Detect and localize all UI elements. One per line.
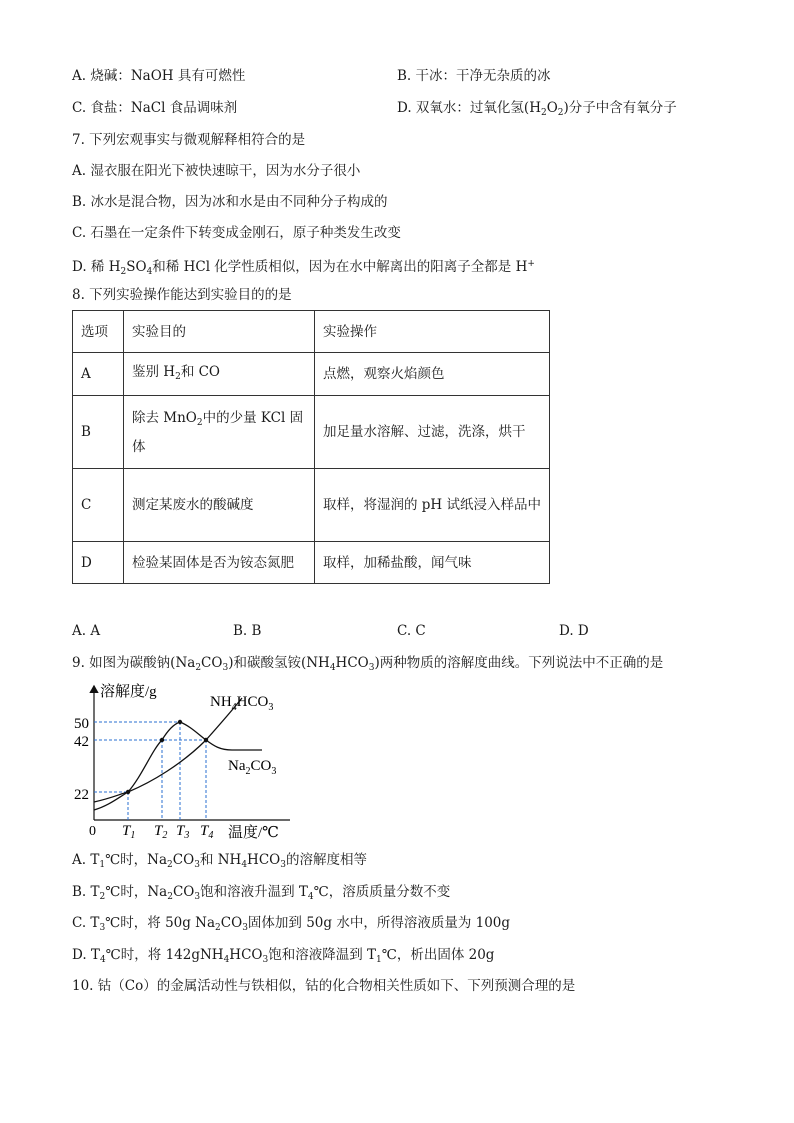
header-operation: 实验操作 [315,311,550,353]
q8-answer-d: D. D [559,623,589,639]
y-tick-label: 42 [74,734,89,750]
point-t1 [126,790,130,794]
q9-option-c: C. $T_3℃$时，将 50g $Na_2CO_3$固体加到 50g 水中，所得溶液质量为 100g [72,915,511,933]
q6-option-d: D. 双氧水：过氧化氢$(H_2O_2)$分子中含有氧分子 [397,100,677,118]
q7-option-d: D. 稀 $H_2SO_4$和稀 HCl 化学性质相似，因为在水中解离出的阳离子全都是 H+ [72,259,535,277]
x-tick-label-t2: $T_2$ [154,823,168,841]
x-tick-label-t4: $T_4$ [200,823,214,841]
q8-answer-b: B. B [233,623,262,639]
row-operation: 点燃，观察火焰颜色 [315,353,550,396]
row-purpose: 检验某固体是否为铵态氮肥 [124,542,315,584]
q9-option-b: B. $T_2℃$时，$Na_2CO_3$饱和溶液升温到 $T_4℃$，溶质质量分数不变 [72,884,451,902]
x-tick-label-t3: $T_3$ [176,823,190,841]
row-purpose: 测定某废水的酸碱度 [124,469,315,542]
guide-lines [94,722,206,820]
row-operation: 取样，将湿润的 pH 试纸浸入样品中 [315,469,550,542]
solubility-chart [72,678,302,843]
q6-option-a: A. 烧碱：NaOH 具有可燃性 [72,68,246,84]
point-t2 [160,738,164,742]
row-operation: 取样，加稀盐酸，闻气味 [315,542,550,584]
series-nh4hco3-curve [94,698,242,802]
table-row [73,396,550,469]
series-label-na2co3: $Na_2CO_3$ [228,758,277,777]
q8-stem: 8. 下列实验操作能达到实验目的的是 [72,287,292,303]
q10-stem: 10. 钴（Co）的金属活动性与铁相似，钴的化合物相关性质如下、下列预测合理的是 [72,978,576,994]
table-row [73,469,550,542]
origin-label: 0 [89,824,96,839]
header-purpose: 实验目的 [124,311,315,353]
row-operation: 加足量水溶解、过滤，洗涤，烘干 [315,396,550,469]
q7-option-c: C. 石墨在一定条件下转变成金刚石，原子种类发生改变 [72,225,401,241]
point-t4 [204,738,208,742]
point-t3 [178,720,182,724]
q9-option-d: D. $T_4℃$时，将 $142gNH_4HCO_3$饱和溶液降温到 $T_1℃$，析出固体 20g [72,947,495,965]
row-option: A [73,353,124,396]
header-option: 选项 [73,311,124,353]
row-option: D [73,542,124,584]
x-tick-label-t1: $T_1$ [122,823,136,841]
table-row [73,542,550,584]
y-tick-label: 22 [74,787,89,803]
table-header-row [73,311,550,353]
q9-option-a: A. $T_1℃$时，$Na_2CO_3$和 $NH_4HCO_3$的溶解度相等 [72,852,367,870]
q8-answer-a: A. A [72,623,101,639]
row-option: B [73,396,124,469]
q8-answer-c: C. C [397,623,426,639]
q9-stem: 9. 如图为碳酸钠$(Na_2CO_3)$和碳酸氢铵$(NH_4HCO_3)$两种物质的溶解度曲线。下列说法中不正确的是 [72,655,664,673]
x-axis-label: 温度/℃ [228,825,279,841]
q6-option-c: C. 食盐：NaCl 食品调味剂 [72,100,238,116]
q6-option-b: B. 干冰：干净无杂质的冰 [397,68,551,84]
series-label-nh4hco3: $NH_4HCO_3$ [210,694,274,713]
row-purpose: 鉴别 $H_2$和 CO [124,353,315,396]
q7-option-a: A. 湿衣服在阳光下被快速晾干，因为水分子很小 [72,163,361,179]
q7-stem: 7. 下列宏观事实与微观解释相符合的是 [72,132,306,148]
row-option: C [73,469,124,542]
q7-option-b: B. 冰水是混合物，因为冰和水是由不同种分子构成的 [72,194,388,210]
table-row [73,353,550,396]
y-axis-label: 溶解度/g [100,684,157,700]
y-tick-label: 50 [74,716,89,732]
row-purpose: 除去 MnO$_2$中的少量 KCl 固体 [124,396,315,469]
experiment-table [72,310,550,584]
